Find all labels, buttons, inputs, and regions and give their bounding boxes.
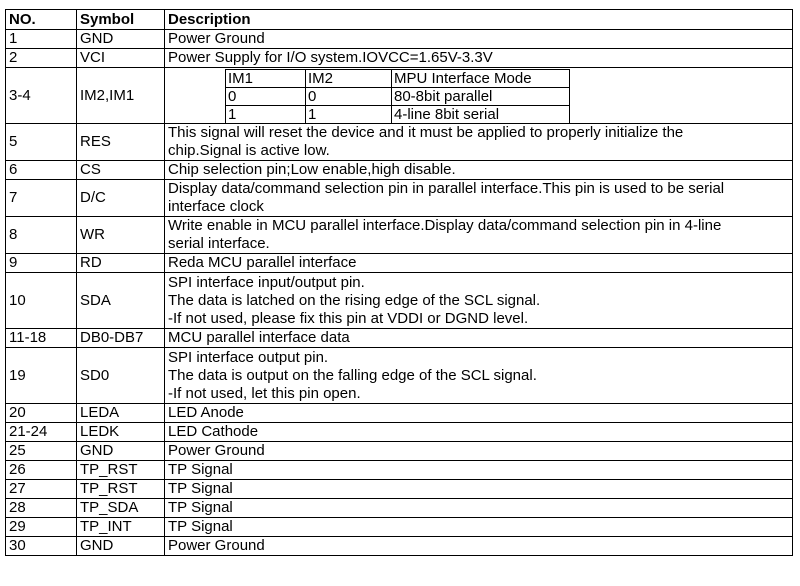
interface-mode-cell: MPU Interface Mode <box>392 69 570 87</box>
table-row <box>6 254 793 273</box>
pin-description <box>165 273 793 329</box>
header-symbol: Symbol <box>77 10 165 30</box>
interface-mode-cell: IM2 <box>306 69 392 87</box>
pin-symbol: D/C <box>77 180 165 217</box>
pin-number: 8 <box>6 217 77 254</box>
description-line: MCU parallel interface data <box>168 329 350 346</box>
description-line: SPI interface input/output pin. <box>168 273 365 291</box>
pin-number: 25 <box>6 442 77 461</box>
pin-number: 3-4 <box>6 68 77 124</box>
pin-description <box>165 124 793 161</box>
description-line: serial interface. <box>168 235 270 252</box>
pin-description <box>165 518 793 537</box>
table-row <box>6 68 793 124</box>
description-line: Chip selection pin;Low enable,high disable. <box>168 161 456 178</box>
pin-symbol: TP_RST <box>77 461 165 480</box>
pin-symbol: GND <box>77 30 165 49</box>
description-line: Power Ground <box>168 442 265 459</box>
pin-symbol: CS <box>77 161 165 180</box>
pin-symbol: TP_SDA <box>77 499 165 518</box>
description-line: The data is latched on the rising edge of the SCL signal. <box>168 291 541 309</box>
table-row <box>6 329 793 348</box>
description-line: Display data/command selection pin in parallel interface.This pin is used to be serial <box>168 180 725 197</box>
pin-description <box>165 180 793 217</box>
description-line: -If not used, please fix this pin at VDDI or DGND level. <box>168 309 529 327</box>
table-row <box>6 217 793 254</box>
pin-symbol: DB0-DB7 <box>77 329 165 348</box>
table-row <box>6 30 793 49</box>
pin-symbol: TP_RST <box>77 480 165 499</box>
pin-number: 5 <box>6 124 77 161</box>
table-row <box>6 49 793 68</box>
pin-number: 20 <box>6 404 77 423</box>
description-line: TP Signal <box>168 499 233 516</box>
description-line: interface clock <box>168 198 264 215</box>
table-row <box>6 404 793 423</box>
description-line: Power Supply for I/O system.IOVCC=1.65V-3.3V <box>168 49 493 66</box>
interface-mode-row <box>226 105 570 123</box>
pin-description <box>165 404 793 423</box>
pin-number: 21-24 <box>6 423 77 442</box>
pin-description <box>165 217 793 254</box>
pin-symbol: SD0 <box>77 348 165 404</box>
pin-number: 11-18 <box>6 329 77 348</box>
pin-symbol: GND <box>77 442 165 461</box>
interface-mode-cell: 1 <box>226 105 306 123</box>
table-row <box>6 180 793 217</box>
pin-number: 26 <box>6 461 77 480</box>
pin-description <box>165 161 793 180</box>
interface-mode-cell: IM1 <box>226 69 306 87</box>
pin-description <box>165 499 793 518</box>
description-line: TP Signal <box>168 518 233 535</box>
description-line: -If not used, let this pin open. <box>168 384 361 402</box>
pin-symbol: RD <box>77 254 165 273</box>
pin-number: 2 <box>6 49 77 68</box>
description-line: TP Signal <box>168 480 233 497</box>
table-row <box>6 461 793 480</box>
pin-symbol: VCI <box>77 49 165 68</box>
pin-number: 6 <box>6 161 77 180</box>
interface-mode-table <box>225 69 570 123</box>
pin-number: 19 <box>6 348 77 404</box>
pin-number: 27 <box>6 480 77 499</box>
description-line: Power Ground <box>168 537 265 554</box>
pin-definition-table <box>5 9 793 556</box>
pin-description <box>165 49 793 68</box>
table-row <box>6 518 793 537</box>
interface-mode-header <box>226 69 570 87</box>
pin-symbol: WR <box>77 217 165 254</box>
pin-description <box>165 68 793 124</box>
pin-number: 1 <box>6 30 77 49</box>
header-row <box>6 10 793 30</box>
table-row <box>6 480 793 499</box>
table-row <box>6 161 793 180</box>
description-line: chip.Signal is active low. <box>168 142 330 159</box>
pin-description <box>165 348 793 404</box>
pin-description <box>165 254 793 273</box>
pin-number: 7 <box>6 180 77 217</box>
description-line: Reda MCU parallel interface <box>168 254 357 271</box>
description-line: Power Ground <box>168 30 265 47</box>
description-line: This signal will reset the device and it must be applied to properly initialize the <box>168 124 684 141</box>
table-row <box>6 537 793 556</box>
pin-symbol: GND <box>77 537 165 556</box>
interface-mode-cell: 4-line 8bit serial <box>392 105 570 123</box>
pin-symbol: SDA <box>77 273 165 329</box>
table-row <box>6 348 793 404</box>
pin-symbol: IM2,IM1 <box>77 68 165 124</box>
pin-description <box>165 30 793 49</box>
pin-description <box>165 480 793 499</box>
pin-description <box>165 329 793 348</box>
pin-number: 29 <box>6 518 77 537</box>
interface-mode-row <box>226 87 570 105</box>
table-row <box>6 499 793 518</box>
description-line: TP Signal <box>168 461 233 478</box>
interface-mode-cell: 0 <box>306 87 392 105</box>
pin-number: 28 <box>6 499 77 518</box>
header-description: Description <box>165 10 793 30</box>
pin-symbol: RES <box>77 124 165 161</box>
pin-number: 9 <box>6 254 77 273</box>
pin-number: 30 <box>6 537 77 556</box>
interface-mode-cell: 0 <box>226 87 306 105</box>
pin-description <box>165 461 793 480</box>
pin-symbol: TP_INT <box>77 518 165 537</box>
description-line: SPI interface output pin. <box>168 348 329 366</box>
description-line: Write enable in MCU parallel interface.Display data/command selection pin in 4-line <box>168 217 722 234</box>
pin-symbol: LEDA <box>77 404 165 423</box>
pin-description <box>165 442 793 461</box>
pin-symbol: LEDK <box>77 423 165 442</box>
description-line: LED Cathode <box>168 423 259 440</box>
table-row <box>6 273 793 329</box>
pin-description <box>165 423 793 442</box>
description-line: The data is output on the falling edge of the SCL signal. <box>168 366 537 384</box>
interface-mode-cell: 80-8bit parallel <box>392 87 570 105</box>
table-row <box>6 423 793 442</box>
interface-mode-cell: 1 <box>306 105 392 123</box>
pin-number: 10 <box>6 273 77 329</box>
table-row <box>6 124 793 161</box>
table-row <box>6 442 793 461</box>
header-no: NO. <box>6 10 77 30</box>
pin-description <box>165 537 793 556</box>
description-line: LED Anode <box>168 404 244 421</box>
